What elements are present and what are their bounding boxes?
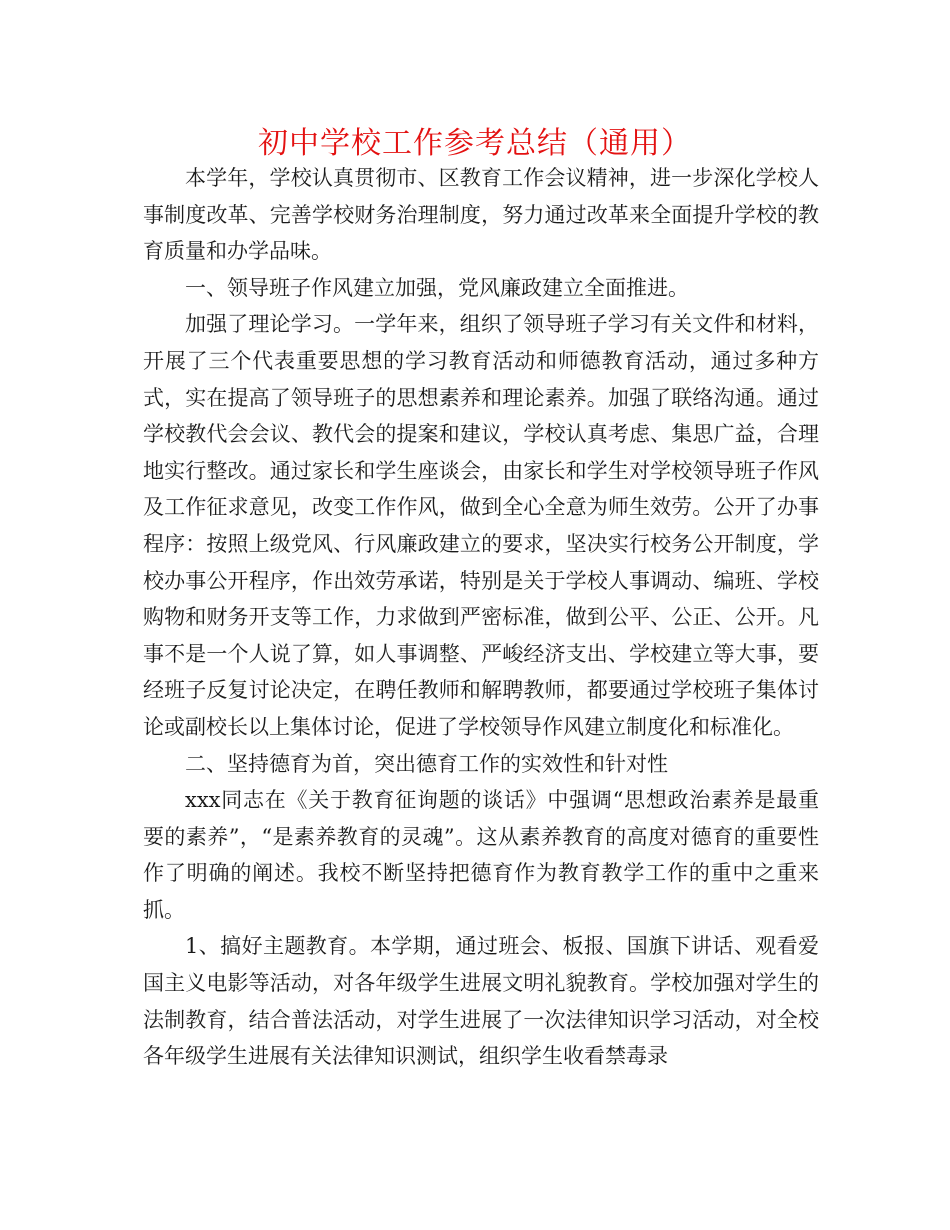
document-body: [143, 160, 819, 1075]
paragraph-intro: 本学年，学校认真贯彻市、区教育工作会议精神，进一步深化学校人事制度改革、完善学校财务治理制度，努力通过改革来全面提升学校的教育质量和办学品味。: [143, 166, 819, 264]
section-heading-2: 二、坚持德育为首，突出德育工作的实效性和针对性: [185, 751, 668, 776]
paragraph-theme-education: 1、搞好主题教育。本学期，通过班会、板报、国旗下讲话、观看爱国主义电影等活动，对各年级学生进展文明礼貌教育。学校加强对学生的法制教育，结合普法活动，对学生进展了一次法律知识学习活动，对全校各年级学生进展有关法律知识测试，组织学生收看禁毒录: [143, 934, 819, 1069]
section-heading-1: 一、领导班子作风建立加强，党风廉政建立全面推进。: [185, 275, 689, 300]
document-title: 初中学校工作参考总结（通用）: [258, 126, 692, 161]
paragraph-moral-education: xxx同志在《关于教育征询题的谈话》中强调“思想政治素养是最重要的素养”，“是素养教育的灵魂”。这从素养教育的高度对德育的重要性作了明确的阐述。我校不断坚持把德育作为教育教学工作的重中之重来抓。: [143, 788, 819, 922]
paragraph-leadership: 加强了理论学习。一学年来，组织了领导班子学习有关文件和材料，开展了三个代表重要思想的学习教育活动和师德教育活动，通过多种方式，实在提高了领导班子的思想素养和理论素养。加强了联络沟通。通过学校教代会会议、教代会的提案和建议，学校认真考虑、集思广益，合理地实行整改。通过家长和学生座谈会，由家长和学生对学校领导班子作风及工作征求意见，改变工作作风，做到全心全意为师生效劳。公开了办事程序：按照上级党风、行风廉政建立的要求，坚决实行校务公开制度，学校办事公开程序，作出效劳承诺，特别是关于学校人事调动、编班、学校购物和财务开支等工作，力求做到严密标准，做到公平、公正、公开。凡事不是一个人说了算，如人事调整、严峻经济支出、学校建立等大事，要经班子反复讨论决定，在聘任教师和解聘教师，都要通过学校班子集体讨论或副校长以上集体讨论，促进了学校领导作风建立制度化和标准化。: [143, 312, 819, 739]
